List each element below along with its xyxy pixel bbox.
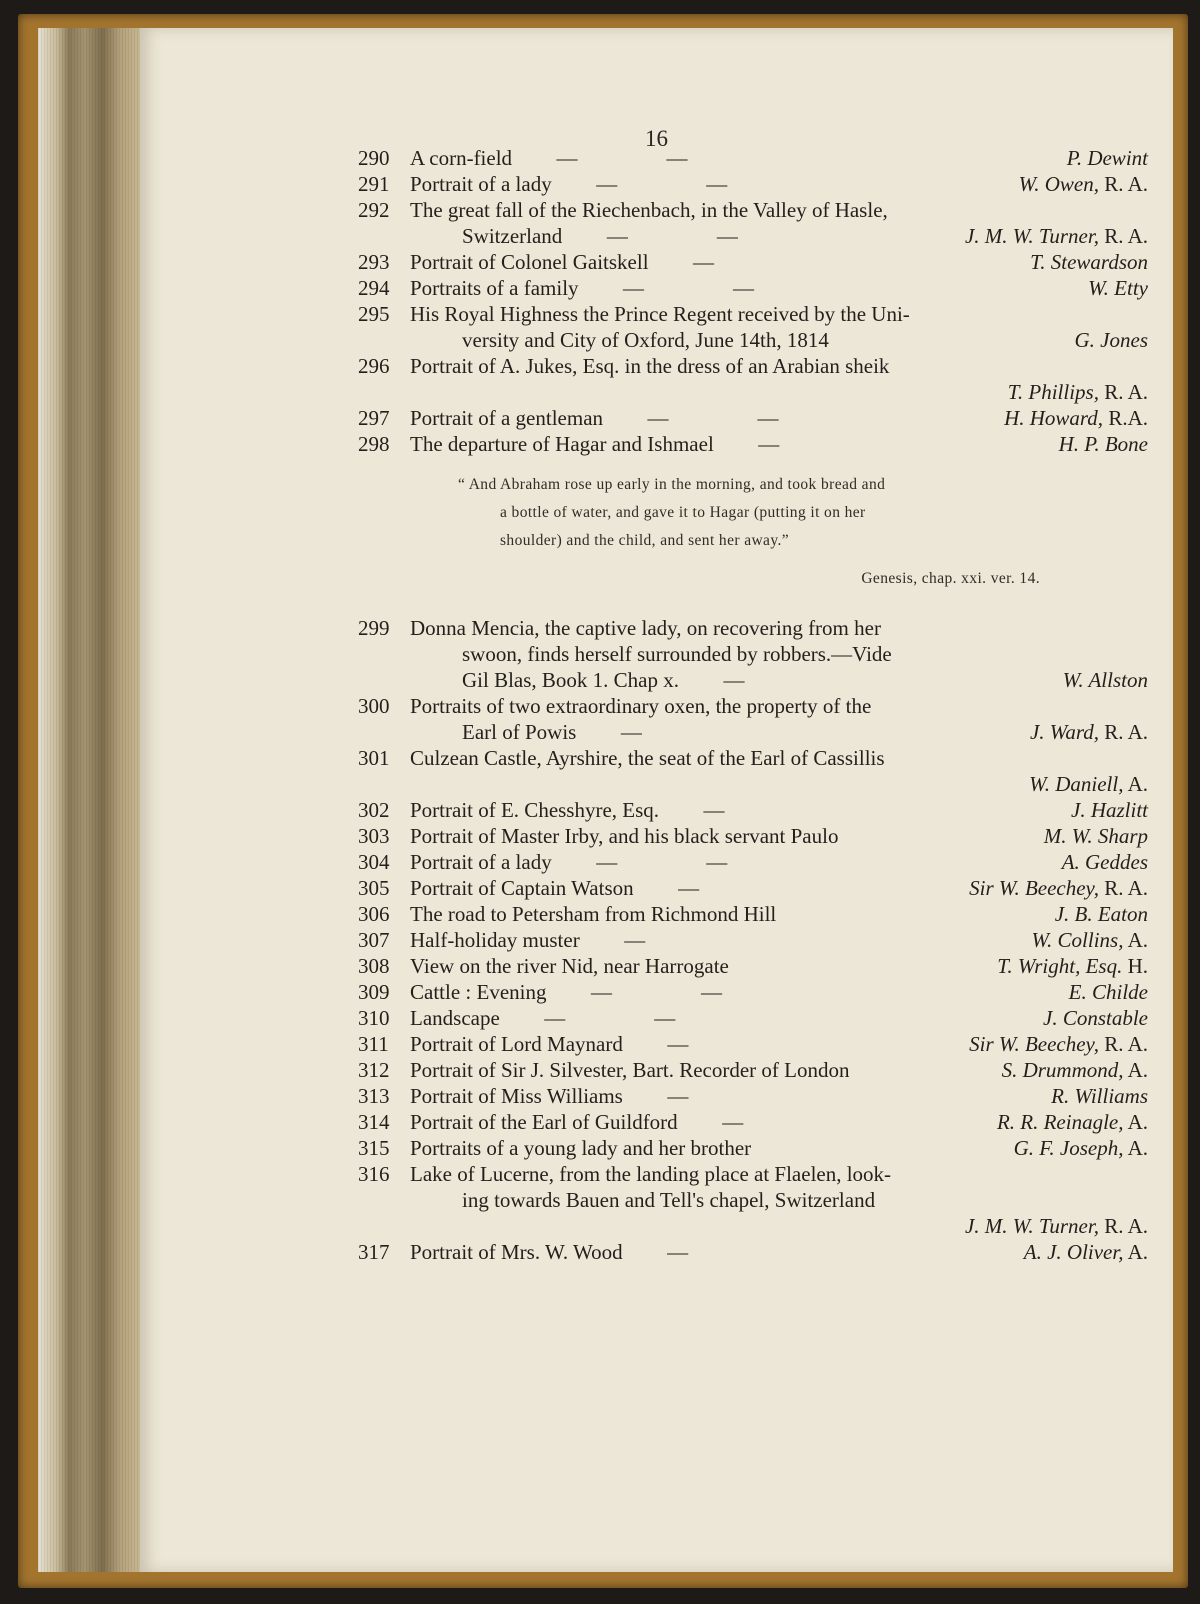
dash-separator: — xyxy=(706,850,728,874)
artist-name: J. M. W. Turner, xyxy=(964,224,1099,248)
entry-title: Portrait of a gentleman xyxy=(410,406,604,430)
entry-number: 299 xyxy=(358,616,390,640)
entry-number: 300 xyxy=(358,694,390,718)
dash-separator: — xyxy=(596,850,618,874)
entry-290 xyxy=(358,145,1148,171)
entry-attribution xyxy=(1071,797,1148,823)
dash-separator: — xyxy=(647,406,669,430)
artist-name: G. F. Joseph, xyxy=(1013,1136,1124,1160)
artist-suffix: R.A. xyxy=(1103,406,1148,430)
entry-number: 313 xyxy=(358,1084,390,1108)
artist-suffix: R. A. xyxy=(1098,1214,1148,1238)
entry-title: The road to Petersham from Richmond Hill xyxy=(410,902,777,926)
entry-attribution xyxy=(1014,1135,1148,1161)
artist-name: T. Wright, Esq. xyxy=(997,954,1123,978)
entry-title: Culzean Castle, Ayrshire, the seat of the Earl of Cassillis xyxy=(410,746,885,770)
entry-number: 294 xyxy=(358,276,390,300)
entry-attribution xyxy=(1055,901,1148,927)
entry-317 xyxy=(358,1239,1148,1265)
entry-295 xyxy=(358,301,1148,353)
entry-296 xyxy=(358,353,1148,405)
dash-separator: — xyxy=(700,980,722,1004)
entry-300 xyxy=(358,693,1148,745)
dash-separator: — xyxy=(624,928,646,952)
artist-name: E. Childe xyxy=(1068,980,1148,1004)
dash-separator: — xyxy=(667,1032,689,1056)
page-number: 16 xyxy=(645,126,668,151)
artist-name: T. Phillips, xyxy=(1007,380,1099,404)
artist-name: R. R. Reinagle, xyxy=(996,1110,1124,1134)
dash-separator: — xyxy=(606,224,628,248)
entry-title: Half-holiday muster xyxy=(410,928,580,952)
quote-line: “ And Abraham rose up early in the morning, and took bread and xyxy=(458,476,886,493)
artist-suffix: R. A. xyxy=(1098,876,1148,900)
artist-suffix: A. xyxy=(1123,1110,1148,1134)
artist-name: J. B. Eaton xyxy=(1054,902,1148,926)
entry-title-continued: versity and City of Oxford, June 14th, 1814 xyxy=(462,328,829,352)
dash-separator: — xyxy=(590,980,612,1004)
entry-297 xyxy=(358,405,1148,431)
entry-title: Portrait of Lord Maynard xyxy=(410,1032,623,1056)
artist-name: R. Williams xyxy=(1051,1084,1148,1108)
entry-314 xyxy=(358,1109,1148,1135)
entry-attribution xyxy=(997,1109,1148,1135)
quote-line: shoulder) and the child, and sent her away.” xyxy=(500,532,790,549)
entry-301 xyxy=(358,745,1148,797)
entry-number: 295 xyxy=(358,302,390,326)
artist-suffix: A. xyxy=(1123,1136,1148,1160)
entry-number: 306 xyxy=(358,902,390,926)
entry-attribution xyxy=(1024,1239,1148,1265)
dash-separator: — xyxy=(733,276,755,300)
entry-299 xyxy=(358,615,1148,693)
artist-name: J. Ward, xyxy=(1029,720,1099,744)
entry-292 xyxy=(358,197,1148,249)
artist-suffix: A. xyxy=(1123,772,1148,796)
entry-number: 293 xyxy=(358,250,390,274)
artist-suffix: R. A. xyxy=(1098,380,1148,404)
entry-title: Portrait of the Earl of Guildford xyxy=(410,1110,678,1134)
entry-title: Cattle : Evening xyxy=(410,980,547,1004)
entry-310 xyxy=(358,1005,1148,1031)
entry-title-continued: Switzerland xyxy=(462,224,563,248)
entry-attribution xyxy=(1002,1057,1148,1083)
dash-separator: — xyxy=(666,146,688,170)
entry-attribution xyxy=(969,1031,1148,1057)
dash-separator: — xyxy=(722,1110,744,1134)
artist-name: J. Constable xyxy=(1043,1006,1148,1030)
entry-title-continued: Earl of Powis xyxy=(462,720,577,744)
dash-separator: — xyxy=(596,172,618,196)
entry-303 xyxy=(358,823,1148,849)
dash-separator: — xyxy=(556,146,578,170)
entry-title: Landscape xyxy=(410,1006,500,1030)
entry-294 xyxy=(358,275,1148,301)
dash-separator: — xyxy=(757,406,779,430)
entry-302 xyxy=(358,797,1148,823)
artist-name: A. J. Oliver, xyxy=(1023,1240,1124,1264)
artist-suffix: R. A. xyxy=(1098,720,1148,744)
entry-title-continued: swoon, finds herself surrounded by robbers.—Vide xyxy=(462,642,892,666)
entry-title: Portrait of Colonel Gaitskell xyxy=(410,250,649,274)
entry-number: 305 xyxy=(358,876,390,900)
artist-name: A. Geddes xyxy=(1061,850,1148,874)
entry-number: 308 xyxy=(358,954,390,978)
entry-number: 312 xyxy=(358,1058,390,1082)
entry-313 xyxy=(358,1083,1148,1109)
entry-title: Portrait of Sir J. Silvester, Bart. Recorder of London xyxy=(410,1058,850,1082)
entry-attribution xyxy=(965,223,1148,249)
artist-name: P. Dewint xyxy=(1066,146,1148,170)
entry-title: His Royal Highness the Prince Regent received by the Uni- xyxy=(410,302,910,326)
entry-attribution xyxy=(965,1213,1148,1239)
page-edges xyxy=(38,28,142,1572)
entry-315 xyxy=(358,1135,1148,1161)
entry-attribution xyxy=(1067,145,1148,171)
entry-305 xyxy=(358,875,1148,901)
entry-attribution xyxy=(1069,979,1148,1005)
entry-309 xyxy=(358,979,1148,1005)
entry-number: 304 xyxy=(358,850,390,874)
entry-number: 310 xyxy=(358,1006,390,1030)
artist-name: W. Owen, xyxy=(1018,172,1099,196)
dash-separator: — xyxy=(667,1240,689,1264)
artist-name: W. Collins, xyxy=(1031,928,1124,952)
dash-separator: — xyxy=(706,172,728,196)
entry-number: 302 xyxy=(358,798,390,822)
artist-name: S. Drummond, xyxy=(1001,1058,1124,1082)
entry-title: Portrait of Master Irby, and his black servant Paulo xyxy=(410,824,839,848)
entry-title: A corn-field xyxy=(410,146,513,170)
quote-citation: Genesis, chap. xxi. ver. 14. xyxy=(861,570,1040,587)
entry-attribution xyxy=(1059,431,1148,457)
entry-307 xyxy=(358,927,1148,953)
artist-name: H. P. Bone xyxy=(1058,432,1148,456)
artist-name: Sir W. Beechey, xyxy=(969,1032,1099,1056)
entry-attribution xyxy=(1088,275,1148,301)
entry-title-continued: ing towards Bauen and Tell's chapel, Switzerland xyxy=(462,1188,876,1212)
dash-separator: — xyxy=(620,720,642,744)
entry-title: Portrait of A. Jukes, Esq. in the dress of an Arabian sheik xyxy=(410,354,890,378)
artist-name: W. Allston xyxy=(1062,668,1148,692)
entry-attribution xyxy=(997,953,1148,979)
entry-298 xyxy=(358,431,1148,457)
quote-line: a bottle of water, and gave it to Hagar (putting it on her xyxy=(500,504,866,521)
entry-number: 309 xyxy=(358,980,390,1004)
entry-attribution xyxy=(1029,771,1148,797)
dash-separator: — xyxy=(723,668,745,692)
entry-title: The departure of Hagar and Ishmael xyxy=(410,432,714,456)
scripture-quotation xyxy=(458,471,1078,593)
entry-attribution xyxy=(1044,823,1148,849)
entry-attribution xyxy=(1043,1005,1148,1031)
artist-suffix: R. A. xyxy=(1098,1032,1148,1056)
artist-name: W. Daniell, xyxy=(1029,772,1124,796)
entry-312 xyxy=(358,1057,1148,1083)
entry-304 xyxy=(358,849,1148,875)
artist-suffix: A. xyxy=(1123,928,1148,952)
entry-attribution xyxy=(1008,379,1148,405)
entry-number: 291 xyxy=(358,172,390,196)
entry-293 xyxy=(358,249,1148,275)
catalogue-entries xyxy=(358,145,1148,1265)
entry-title: View on the river Nid, near Harrogate xyxy=(410,954,729,978)
entry-title: Portraits of two extraordinary oxen, the property of the xyxy=(410,694,872,718)
dash-separator: — xyxy=(544,1006,566,1030)
entry-title: Portrait of Mrs. W. Wood xyxy=(410,1240,623,1264)
entry-attribution xyxy=(1031,927,1148,953)
entry-title: Portrait of E. Chesshyre, Esq. xyxy=(410,798,660,822)
entry-attribution xyxy=(1075,327,1148,353)
artist-name: M. W. Sharp xyxy=(1043,824,1148,848)
entry-attribution xyxy=(1063,667,1148,693)
entry-attribution xyxy=(1019,171,1148,197)
entry-306 xyxy=(358,901,1148,927)
artist-suffix: A. xyxy=(1123,1058,1148,1082)
entry-title: Portrait of a lady xyxy=(410,172,552,196)
entry-title: Portraits of a young lady and her brother xyxy=(410,1136,752,1160)
entry-title: Portrait of Captain Watson xyxy=(410,876,634,900)
artist-name: J. M. W. Turner, xyxy=(964,1214,1099,1238)
entry-title: Portraits of a family xyxy=(410,276,579,300)
entry-316 xyxy=(358,1161,1148,1239)
dash-separator: — xyxy=(623,276,645,300)
artist-name: G. Jones xyxy=(1074,328,1148,352)
artist-name: W. Etty xyxy=(1088,276,1148,300)
entry-number: 303 xyxy=(358,824,390,848)
entry-number: 292 xyxy=(358,198,390,222)
entry-number: 316 xyxy=(358,1162,390,1186)
entry-attribution xyxy=(1051,1083,1148,1109)
artist-name: H. Howard, xyxy=(1004,406,1104,430)
artist-suffix: A. xyxy=(1123,1240,1148,1264)
dash-separator: — xyxy=(654,1006,676,1030)
entry-attribution xyxy=(969,875,1148,901)
entry-number: 317 xyxy=(358,1240,390,1264)
entry-title: Portrait of a lady xyxy=(410,850,552,874)
dash-separator: — xyxy=(678,876,700,900)
dash-separator: — xyxy=(758,432,780,456)
dash-separator: — xyxy=(667,1084,689,1108)
entry-308 xyxy=(358,953,1148,979)
artist-name: Sir W. Beechey, xyxy=(969,876,1099,900)
dash-separator: — xyxy=(693,250,715,274)
entry-title-continued: Gil Blas, Book 1. Chap x. xyxy=(462,668,680,692)
entry-attribution xyxy=(1062,849,1148,875)
entry-number: 314 xyxy=(358,1110,390,1134)
entry-number: 296 xyxy=(358,354,390,378)
entry-attribution xyxy=(1030,719,1148,745)
entry-291 xyxy=(358,171,1148,197)
dash-separator: — xyxy=(703,798,725,822)
artist-name: J. Hazlitt xyxy=(1071,798,1148,822)
entry-title: Portrait of Miss Williams xyxy=(410,1084,623,1108)
dash-separator: — xyxy=(716,224,738,248)
entry-attribution xyxy=(1030,249,1148,275)
artist-name: T. Stewardson xyxy=(1030,250,1148,274)
entry-title: Donna Mencia, the captive lady, on recovering from her xyxy=(410,616,881,640)
artist-suffix: R. A. xyxy=(1098,224,1148,248)
entry-number: 307 xyxy=(358,928,390,952)
entry-number: 298 xyxy=(358,432,390,456)
entry-number: 301 xyxy=(358,746,390,770)
entry-title: Lake of Lucerne, from the landing place at Flaelen, look- xyxy=(410,1162,892,1186)
entry-number: 311 xyxy=(358,1032,389,1056)
artist-suffix: R. A. xyxy=(1098,172,1148,196)
entry-number: 290 xyxy=(358,146,390,170)
entry-number: 315 xyxy=(358,1136,390,1160)
entry-311 xyxy=(358,1031,1148,1057)
entry-attribution xyxy=(1004,405,1148,431)
entry-number: 297 xyxy=(358,406,390,430)
artist-suffix: H. xyxy=(1122,954,1148,978)
entry-title: The great fall of the Riechenbach, in the Valley of Hasle, xyxy=(410,198,888,222)
